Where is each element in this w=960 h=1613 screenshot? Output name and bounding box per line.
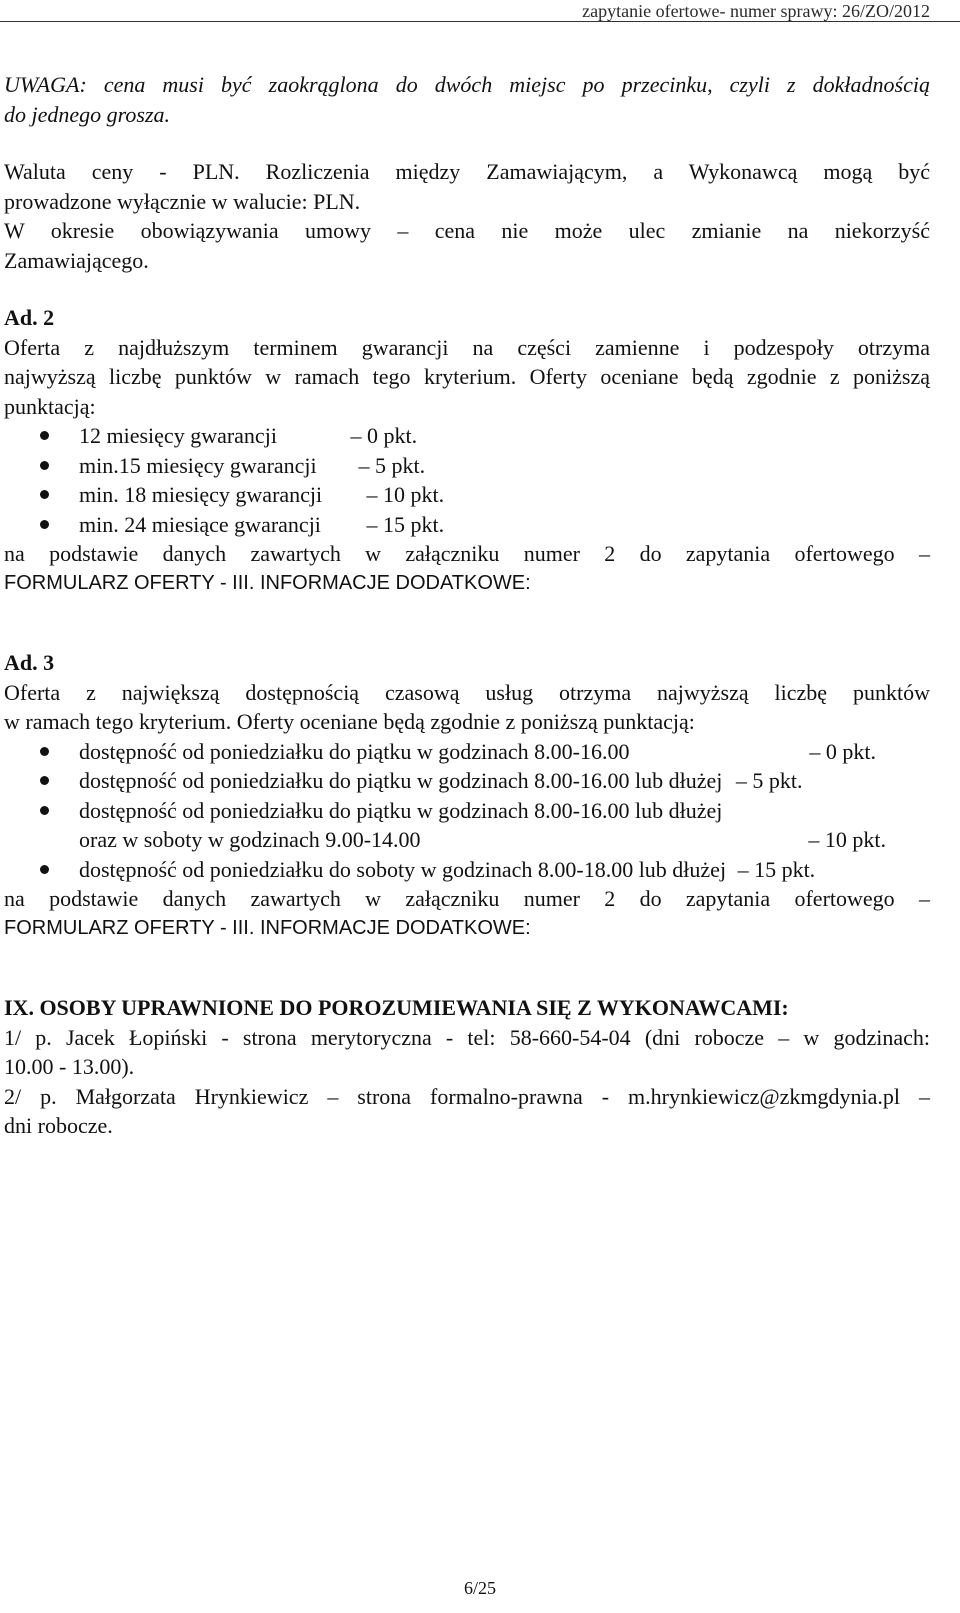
list-item-label-2: oraz w soboty w godzinach 9.00-14.00: [79, 827, 421, 852]
list-item: [4, 766, 930, 796]
list-item-label: 12 miesięcy gwarancji: [79, 423, 277, 448]
currency-line-4: Zamawiającego.: [4, 247, 149, 273]
ad2-line-1: Oferta z najdłuższym terminem gwarancji na części zamienne i podzespoły otrzyma: [4, 334, 930, 360]
list-item: [4, 796, 930, 826]
list-item-label: min. 18 miesięcy gwarancji: [79, 482, 323, 507]
list-item-label: min.15 miesięcy gwarancji: [79, 452, 317, 478]
list-item-label: dostępność od poniedziałku do piątku w godzinach 8.00-16.00: [79, 738, 630, 764]
contact-1-line-2: 10.00 - 13.00).: [4, 1054, 135, 1079]
list-item: [4, 737, 930, 767]
list-item-points: – 5 pkt.: [735, 768, 803, 793]
section-ix: [4, 993, 930, 1141]
ad3-section: [4, 648, 930, 943]
ad2-basis-line-2: FORMULARZ OFERTY - III. INFORMACJE DODATKOWE:: [4, 571, 531, 594]
list-item: [4, 421, 930, 451]
bullet-icon: [40, 747, 49, 756]
warning-paragraph: [4, 70, 930, 129]
list-item-label: dostępność od poniedziałku do piątku w godzinach 8.00-16.00 lub dłużej: [79, 797, 723, 823]
contact-2-line-2: dni robocze.: [4, 1113, 113, 1138]
header-text: zapytanie ofertowe- numer sprawy: 26/ZO/2012: [582, 1, 930, 21]
bullet-icon: [40, 431, 49, 440]
ad3-line-2: w ramach tego kryterium. Oferty oceniane będą zgodnie z poniższą punktacją:: [4, 709, 695, 734]
list-item-points: – 5 pkt.: [358, 452, 426, 478]
page-header: [0, 0, 960, 22]
list-item: [4, 510, 930, 540]
ad3-line-1: Oferta z największą dostępnością czasową usług otrzyma najwyższą liczbę punktów: [4, 679, 930, 705]
bullet-icon: [40, 520, 49, 529]
list-item-continuation: [4, 825, 930, 855]
bullet-icon: [40, 806, 49, 815]
ad2-basis-line-1: na podstawie danych zawartych w załączniku numer 2 do zapytania ofertowego –: [4, 541, 930, 566]
ad3-heading: Ad. 3: [4, 650, 55, 675]
ad2-line-2: najwyższą liczbę punktów w ramach tego kryterium. Oferty oceniane będą zgodnie z poniższą: [4, 364, 930, 389]
warning-line-1: UWAGA: cena musi być zaokrąglona do dwóch miejsc po przecinku, czyli z dokładnością: [4, 72, 930, 97]
warning-line-2: do jednego grosza.: [4, 101, 171, 127]
ad2-line-3: punktacją:: [4, 393, 96, 419]
bullet-icon: [40, 490, 49, 499]
page-number: 6/25: [463, 1578, 496, 1598]
currency-line-2: prowadzone wyłącznie w walucie: PLN.: [4, 188, 361, 214]
ad3-basis-line-2: FORMULARZ OFERTY - III. INFORMACJE DODATKOWE:: [4, 916, 531, 939]
contact-1-line-1: 1/ p. Jacek Łopiński - strona merytoryczna - tel: 58-660-54-04 (dni robocze – w godzinach:: [4, 1024, 930, 1050]
list-item: [4, 480, 930, 510]
list-item: [4, 451, 930, 481]
currency-line-3: W okresie obowiązywania umowy – cena nie może ulec zmianie na niekorzyść: [4, 218, 930, 243]
ad3-basis-line-1: na podstawie danych zawartych w załączniku numer 2 do zapytania ofertowego –: [4, 886, 930, 911]
bullet-icon: [40, 865, 49, 874]
list-item-points: – 10 pkt.: [808, 827, 886, 852]
bullet-icon: [40, 461, 49, 470]
currency-paragraph: [4, 157, 930, 275]
ad2-heading: Ad. 2: [4, 305, 55, 330]
list-item: [4, 855, 930, 885]
contact-2-line-1: 2/ p. Małgorzata Hrynkiewicz – strona formalno-prawna - m.hrynkiewicz@zkmgdynia.pl –: [4, 1083, 930, 1109]
list-item-points: – 10 pkt.: [366, 482, 445, 507]
list-item-points: – 0 pkt.: [809, 738, 876, 764]
list-item-label: dostępność od poniedziałku do soboty w godzinach 8.00-18.00 lub dłużej: [79, 856, 727, 882]
section-ix-heading: IX. OSOBY UPRAWNIONE DO POROZUMIEWANIA SIĘ Z WYKONAWCAMI:: [4, 995, 789, 1020]
bullet-icon: [40, 776, 49, 785]
list-item-points: – 0 pkt.: [350, 423, 418, 448]
list-item-label: min. 24 miesiące gwarancji: [79, 511, 321, 537]
list-item-points: – 15 pkt.: [737, 856, 816, 882]
currency-line-1: Waluta ceny - PLN. Rozliczenia między Zamawiającym, a Wykonawcą mogą być: [4, 159, 930, 184]
list-item-points: – 15 pkt.: [366, 511, 445, 537]
document-body: [4, 70, 930, 1141]
list-item-label: dostępność od poniedziałku do piątku w godzinach 8.00-16.00 lub dłużej: [79, 768, 723, 793]
ad2-section: [4, 303, 930, 598]
